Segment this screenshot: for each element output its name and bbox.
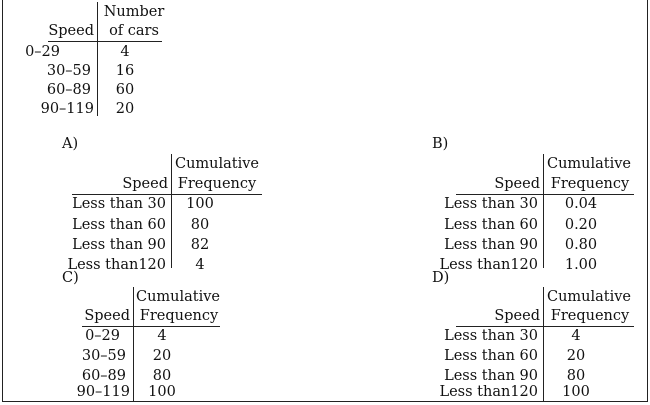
option-a-label[interactable]: A) bbox=[62, 136, 79, 152]
option-b-header-freq-line1: Cumulative bbox=[546, 156, 632, 172]
option-a-row-value: 100 bbox=[186, 196, 214, 212]
option-a-row-value: 80 bbox=[190, 217, 210, 233]
source-row-speed: 60–89 bbox=[46, 82, 91, 98]
option-d-label[interactable]: D) bbox=[432, 270, 450, 286]
option-b-row-speed: Less than120 bbox=[439, 257, 538, 273]
option-b-row-speed: Less than 60 bbox=[444, 217, 538, 233]
option-d-header-freq-line2: Frequency bbox=[550, 308, 630, 324]
option-c-row-speed: 30–59 bbox=[81, 348, 126, 364]
option-a-row-value: 82 bbox=[190, 237, 210, 253]
option-a-header-freq-line1: Cumulative bbox=[174, 156, 260, 172]
option-b-header-freq-line2: Frequency bbox=[550, 176, 630, 192]
option-c-label[interactable]: C) bbox=[62, 270, 79, 286]
source-row-speed: 90–119 bbox=[40, 101, 94, 117]
option-a-row-speed: Less than 30 bbox=[72, 196, 166, 212]
option-b-vertical-rule bbox=[543, 154, 544, 268]
source-row-count: 60 bbox=[115, 82, 135, 98]
source-row-speed: 0–29 bbox=[25, 44, 60, 60]
option-d-row-speed: Less than 60 bbox=[444, 348, 538, 364]
source-header-speed: Speed bbox=[48, 23, 94, 39]
option-a-header-freq-line2: Frequency bbox=[177, 176, 257, 192]
option-a-header-speed: Speed bbox=[122, 176, 168, 192]
option-d-row-speed: Less than 90 bbox=[444, 368, 538, 384]
option-d-row-value: 20 bbox=[566, 348, 586, 364]
option-b-row-speed: Less than 90 bbox=[444, 237, 538, 253]
option-c-header-speed: Speed bbox=[84, 308, 130, 324]
option-d-header-freq-line1: Cumulative bbox=[546, 289, 632, 305]
option-c-row-value: 20 bbox=[152, 348, 172, 364]
option-a-row-value: 4 bbox=[195, 257, 205, 273]
option-c-row-value: 80 bbox=[152, 368, 172, 384]
source-row-count: 20 bbox=[115, 101, 135, 117]
option-b-row-value: 1.00 bbox=[564, 257, 598, 273]
option-a-row-speed: Less than 60 bbox=[72, 217, 166, 233]
option-b-label[interactable]: B) bbox=[432, 136, 449, 152]
option-d-row-value: 100 bbox=[562, 384, 590, 400]
source-header-count-line1: Number bbox=[103, 4, 165, 20]
option-a-vertical-rule bbox=[171, 154, 172, 268]
option-d-vertical-rule bbox=[543, 287, 544, 401]
source-row-count: 16 bbox=[115, 63, 135, 79]
option-c-row-speed: 0–29 bbox=[85, 328, 120, 344]
option-c-vertical-rule bbox=[133, 287, 134, 401]
source-table-vertical-rule bbox=[97, 2, 98, 116]
option-c-row-speed: 60–89 bbox=[81, 368, 126, 384]
option-b-row-value: 0.80 bbox=[564, 237, 598, 253]
option-d-row-speed: Less than120 bbox=[439, 384, 538, 400]
option-d-row-value: 80 bbox=[566, 368, 586, 384]
option-c-header-freq-line1: Cumulative bbox=[135, 289, 221, 305]
option-d-header-speed: Speed bbox=[494, 308, 540, 324]
source-row-count: 4 bbox=[120, 44, 130, 60]
option-a-row-speed: Less than 90 bbox=[72, 237, 166, 253]
option-c-row-value: 100 bbox=[148, 384, 176, 400]
option-d-row-speed: Less than 30 bbox=[444, 328, 538, 344]
option-c-row-speed: 90–119 bbox=[76, 384, 130, 400]
option-b-header-speed: Speed bbox=[494, 176, 540, 192]
source-frequency-table bbox=[0, 0, 170, 120]
option-b-row-value: 0.20 bbox=[564, 217, 598, 233]
option-c-header-freq-line2: Frequency bbox=[139, 308, 219, 324]
option-b-row-value: 0.04 bbox=[564, 196, 598, 212]
source-header-count-line2: of cars bbox=[109, 23, 159, 39]
option-c-row-value: 4 bbox=[157, 328, 167, 344]
option-a-row-speed: Less than120 bbox=[67, 257, 166, 273]
option-d-row-value: 4 bbox=[571, 328, 581, 344]
option-b-row-speed: Less than 30 bbox=[444, 196, 538, 212]
source-row-speed: 30–59 bbox=[46, 63, 91, 79]
